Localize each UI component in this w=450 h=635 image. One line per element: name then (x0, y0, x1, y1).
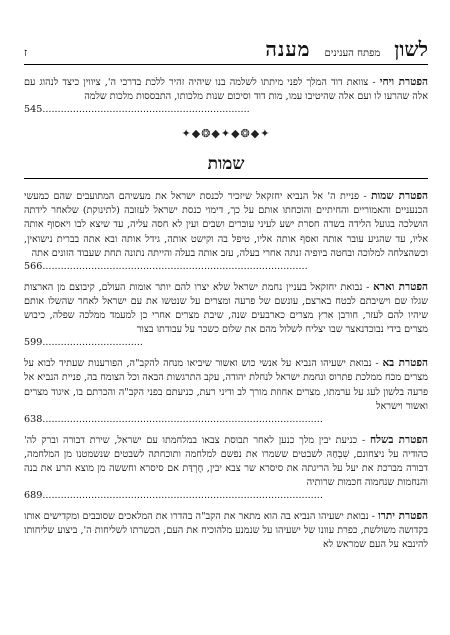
list-item (24, 509, 428, 552)
entry-text: - נבואת יחזקאל בעניין נחמת ישראל שלא יצרו להם יותר אומות העולם, קיבוצם מן הארצות שגלו שם וישיבתם לבטח בארצם, עונשם של פרעה ומצרים על שנטשו את עם ישראל לאחר שהשלו אותם שיהיו להם לעזר, חורבן ארץ מצרים כארבעים שנה, שיבת מצרים אחרי כן למעמד ממלכה שפלה, כיבוש מצרים בידי נבוכדנאצר שבו יצליח לשלול מהם את שלום כשכר על עבודתו בצור (24, 281, 428, 336)
list-item (24, 280, 428, 350)
entry-heading: הפטרת שמות (371, 190, 428, 203)
page-number: ז (24, 46, 28, 59)
entry-page-ref: 638............................................................................................ (24, 413, 323, 425)
entry-page-ref: 599................................. (24, 337, 143, 349)
header-title-group (265, 37, 428, 62)
entry-text: - פניית ה' אל הנביא יחזקאל שיזכיר לכנסת ישראל את מעשיהם המתועבים שהם כמעשי הכנעניים והאמוריים והחיתיים והוכחתו אותם על כך, דימוי כנסת ישראל לעזובה (לתינוקת) שלאחר לידתה הושלכה בגועל הלידה בשדה חסרת ישע לעיני עוברים ושבים ועין לא חסה עליה, עד שיצא לבו ויאסוף אותה אליו, עד שהגיע עובר אותה ואסף אותה אליו, טיפל בה וקישט אותה, גידל אותה ובא אתה בברית נישואין, וכשהצלחה למלוכה ובחטה ביופיה זנתה אחרי בעלה, עזב אותה בעלה והייתה נתונה תחת שעבוד הזונים אתה (24, 191, 428, 259)
entry-text: - נבואת ישעיהו הנביא בה הוא מתאר את הקב"ה בהדרו את המלאכים שסובבים ומקדישים אותו בקדושה משולשת, כפרת עוונו של ישעיהו על שנמנע מלהוכיח את העם, הכשרתו לשליחות ה', ביצוע שליחותו להינבא על העם שמראש לא (24, 511, 428, 551)
intro-entry (24, 75, 428, 117)
header-subtitle: מפתח הענינים (324, 48, 381, 59)
entry-heading: הפטרת יתרו (378, 510, 428, 523)
list-item (24, 356, 428, 426)
book-title-part-1: מענה (265, 37, 311, 61)
entry-page-ref: 566....................................................................................... (24, 260, 308, 272)
entry-heading: הפטרת ויחי (379, 76, 428, 88)
ornament-divider: ✦◆❂◆✦◆❂◆✦ (181, 127, 271, 141)
page-body (24, 75, 428, 559)
entry-heading: הפטרת וארא (373, 280, 428, 293)
entry-page-ref: 689............................................................................................ (24, 490, 323, 502)
entry-text: - כניעת יבין מלך כנען לאחר תבוסת צבאו במלחמתו עם ישראל, שירת דבורה וברק לה' כהודיה על ניצחונם, שִׁבְחַהּ לשבטים ששמרו את נפשם למלחמה ותוכחתה לשבטים שנשמטנו מן המלחמה, דבורה מברכת את יעל על הריגתה את סיסרא שר צבא יבין, חֶרְדַּת אם סיסרא וחששה מן מוצא הרע את בנה והנחמות שנחמוה חכמות שרותיה (24, 434, 428, 489)
list-item (24, 433, 428, 503)
list-item (24, 189, 428, 274)
section-rule (24, 178, 428, 179)
section-title: שמות (207, 154, 245, 175)
entry-page-ref: 545.................................................................... (24, 104, 250, 116)
book-title-part-2: לשון (394, 37, 428, 61)
running-header (24, 34, 428, 65)
entry-heading: הפטרת בא (382, 357, 428, 370)
entry-heading: הפטרת בשלח (369, 433, 428, 446)
entry-text: - נבואת ישעיהו הנביא על אנשי כוש ואשור שיביאו מנחה להקב"ה, הפורענות שעתיד לבוא על מצרים מכח ממלכת פתרוס ונחמת ישראל לנחלת יהודה, עקב התרגשות הבאה וכל הצומח בה, פניית הנביא אל פרעה בלשון לעג על ערמתו, מצרים אחוזת מורך לב ודיני רעת, כניעתם בפני הקב"ה והכרתם בו, איגוד מצרים ואשור וישראל (24, 358, 428, 412)
entry-text: - צוואת דוד המלך לפני מיתתו לשלמה בנו שיהיה זהיר ללכת בדרכי ה', ציווין כיצד לנהוג עם אלה שהרעו לו ועם אלה שהיטיבו עמו, מות דוד וסיכום שנות מלכותו, התבססות מלכות שלמה (24, 77, 428, 103)
